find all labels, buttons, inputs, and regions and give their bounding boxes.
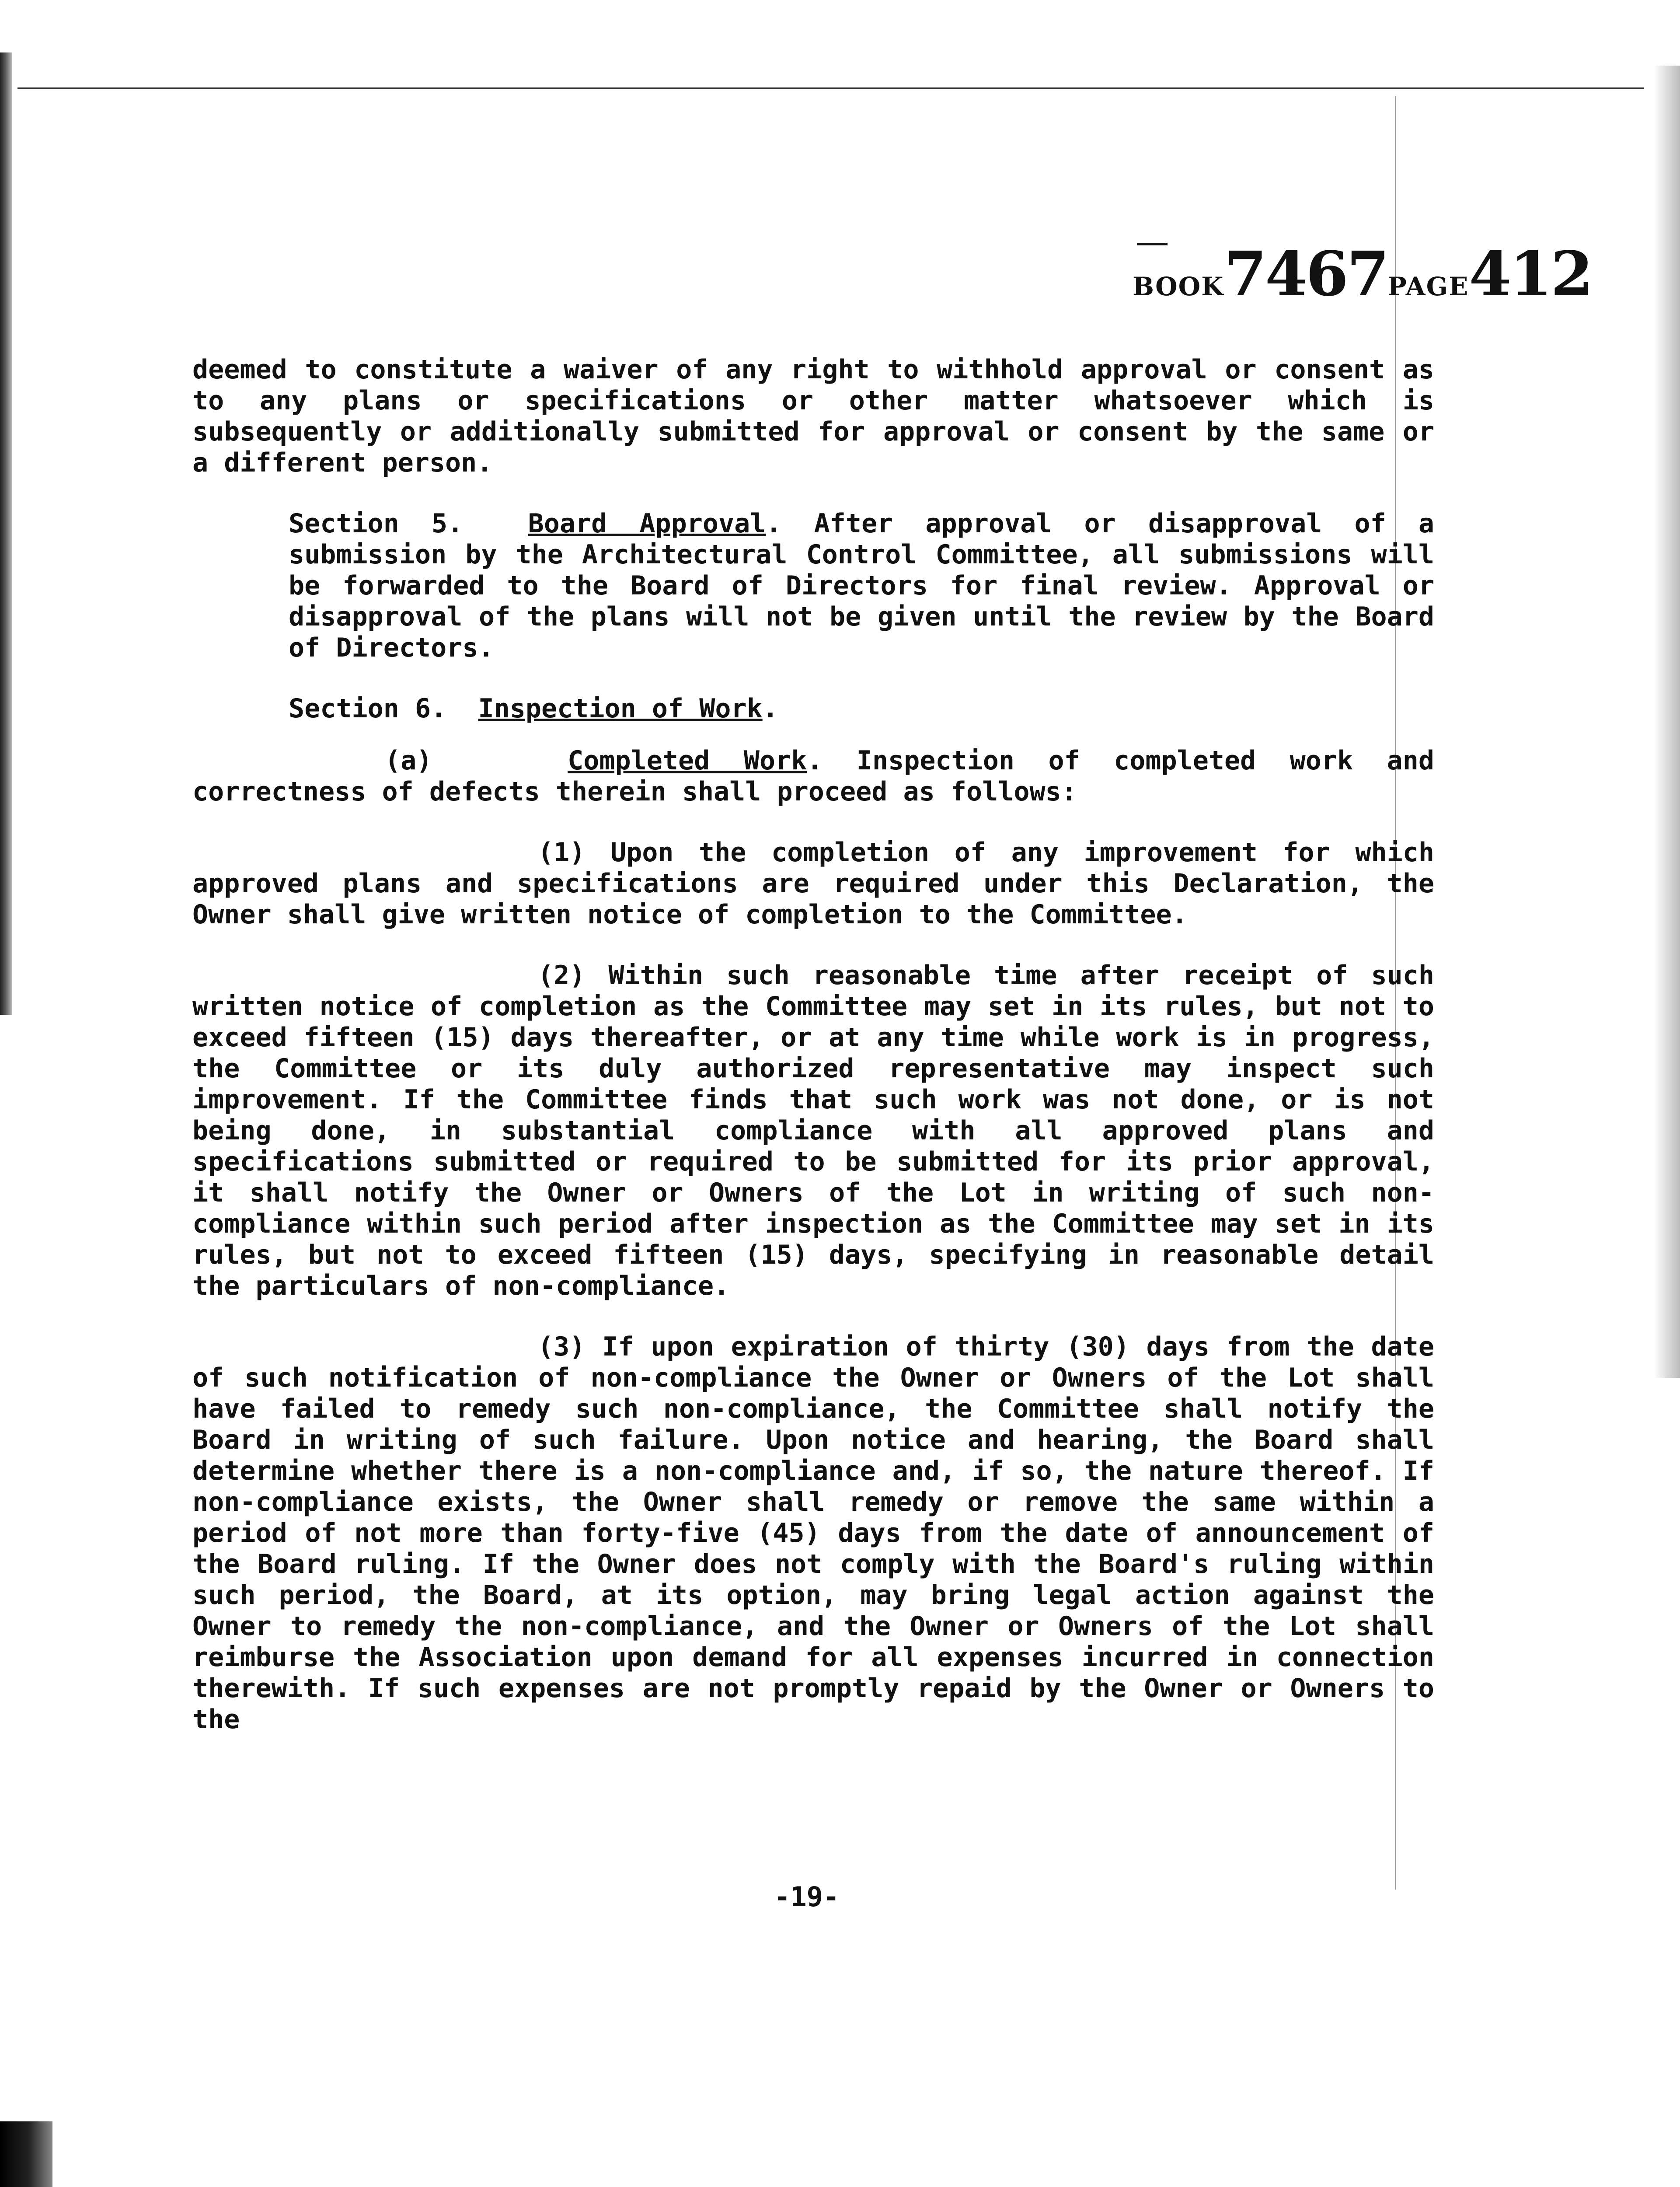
page-number: -19-	[774, 1881, 840, 1913]
subsection-a	[192, 745, 1434, 807]
document-body	[192, 354, 1434, 1765]
subsection-a-body: . Inspection of completed work and correctness of defects therein shall proceed as follows:	[192, 745, 1434, 807]
section-6	[192, 693, 1434, 724]
scan-rule-top	[17, 87, 1644, 89]
book-label: BOOK	[1133, 272, 1224, 301]
section-5-body: . After approval or disapproval of a submission by the Architectural Control Committee, all submissions will be forwarded to the Board of Directors for final review. Approval or disapproval of the plans will not be given until the review by the Board of Directors.	[289, 508, 1434, 663]
scan-edge-left-top	[0, 52, 12, 1015]
book-number: 7467	[1224, 238, 1388, 310]
section-5-label: Section 5.	[289, 508, 464, 539]
section-5	[192, 508, 1434, 664]
section-6-title: Inspection of Work	[478, 693, 763, 724]
page-label: PAGE	[1387, 272, 1469, 301]
item-3: (3) If upon expiration of thirty (30) days from the date of such notification of non-compliance the Owner or Owners of the Lot shall have failed to remedy such non-compliance, the Committee shall notify the Board in writing of such failure. Upon notice and hearing, the Board shall determine whether there is a non-compliance and, if so, the nature thereof. If non-compliance exists, the Owner shall remedy or remove the same within a period of not more than forty-five (45) days from the date of announcement of the Board ruling. If the Owner does not comply with the Board's ruling within such period, the Board, at its option, may bring legal action against the Owner to remedy the non-compliance, and the Owner or Owners of the Lot shall reimburse the Association upon demand for all expenses incurred in connection therewith. If such expenses are not promptly repaid by the Owner or Owners to the	[192, 1331, 1434, 1735]
section-6-dot: .	[762, 693, 778, 724]
item-1: (1) Upon the completion of any improvement for which approved plans and specifications are required under this Declaration, the Owner shall give written notice of completion to the Committee.	[192, 837, 1434, 930]
scan-edge-right	[1654, 66, 1680, 1378]
section-6-label: Section 6.	[289, 693, 447, 724]
subsection-a-title: Completed Work	[568, 745, 807, 776]
item-2: (2) Within such reasonable time after receipt of such written notice of completion as the Committee may set in its rules, but not to exceed fifteen (15) days thereafter, or at any time while work is in progress, the Committee or its duly authorized representative may inspect such improvement. If the Committee finds that such work was not done, or is not being done, in substantial compliance with all approved plans and specifications submitted or required to be submitted for its prior approval, it shall notify the Owner or Owners of the Lot in writing of such non-compliance within such period after inspection as the Committee may set in its rules, but not to exceed fifteen (15) days, specifying in reasonable detail the particulars of non-compliance.	[192, 960, 1434, 1301]
paragraph-waiver: deemed to constitute a waiver of any right to withhold approval or consent as to any plans or specifications or other matter whatsoever which is subsequently or additionally submitted for approval or consent by the same or a different person.	[192, 354, 1434, 478]
section-5-title: Board Approval	[528, 508, 766, 539]
stamp-overbar	[1137, 243, 1168, 245]
page-number-stamp: 412	[1469, 238, 1592, 310]
subsection-a-label: (a)	[385, 745, 432, 776]
scan-edge-left-bottom	[0, 2121, 52, 2187]
book-page-stamp	[1133, 238, 1592, 310]
